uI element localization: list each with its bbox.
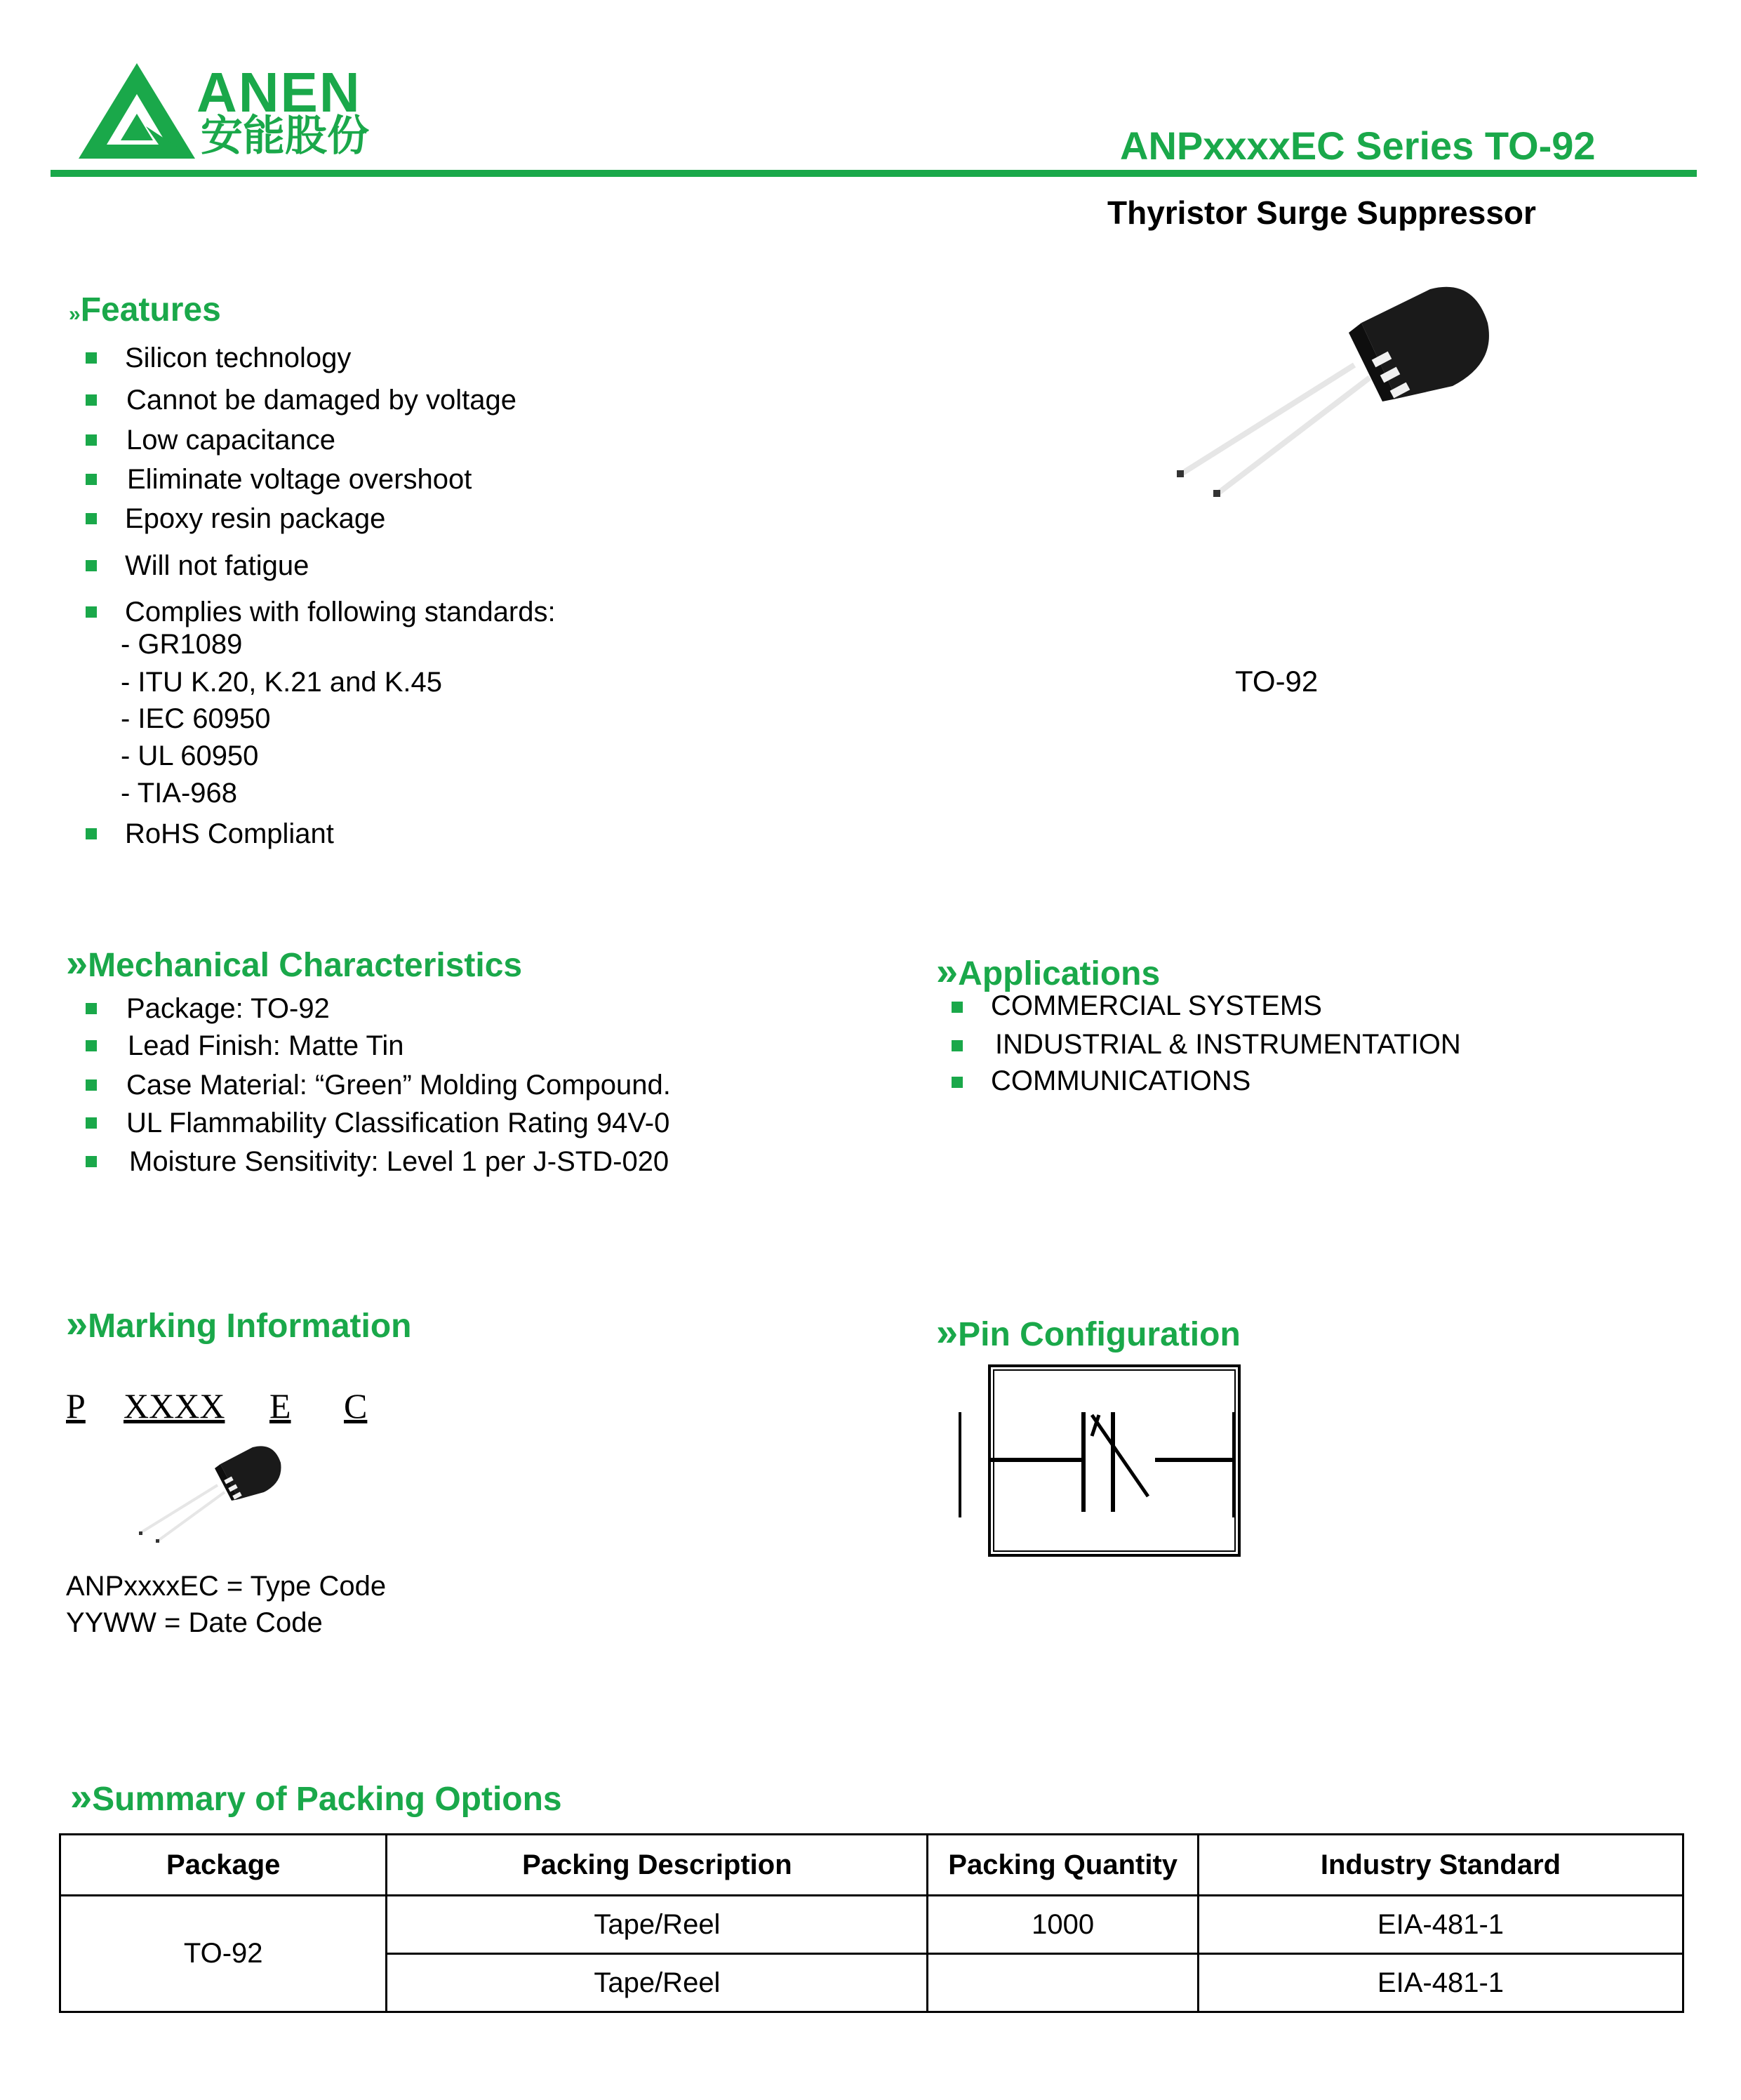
chevron-icon: »: [66, 941, 88, 985]
bullet-icon: [86, 513, 97, 524]
features-heading: »Features: [69, 291, 221, 328]
chevron-icon: »: [70, 1774, 93, 1819]
mechanical-heading: »Mechanical Characteristics: [66, 941, 523, 985]
application-item: COMMUNICATIONS: [991, 1065, 1251, 1096]
feature-item: Epoxy resin package: [125, 503, 386, 534]
marking-heading: »Marking Information: [66, 1301, 412, 1345]
bullet-icon: [952, 1040, 963, 1051]
mechanical-item: Case Material: “Green” Molding Compound.: [126, 1070, 671, 1101]
chevron-icon: »: [936, 1310, 959, 1354]
standard-item: - GR1089: [121, 629, 243, 660]
feature-item: RoHS Compliant: [125, 818, 334, 849]
bullet-icon: [86, 1117, 97, 1129]
bullet-icon: [86, 1003, 97, 1014]
standard-item: - TIA-968: [121, 778, 237, 809]
bullet-icon: [86, 1040, 97, 1051]
column-header-description: Packing Description: [387, 1835, 928, 1896]
bullet-icon: [86, 560, 97, 571]
chevron-icon: »: [69, 303, 81, 326]
package-cell: TO-92: [60, 1896, 387, 2012]
column-header-package: Package: [60, 1835, 387, 1896]
bullet-icon: [86, 352, 97, 364]
page-title: ANPxxxxEC Series TO-92: [1120, 124, 1596, 168]
company-logo-icon: [77, 62, 196, 160]
mechanical-item: UL Flammability Classification Rating 94V-0: [126, 1108, 670, 1138]
feature-item: Low capacitance: [126, 425, 335, 456]
marking-code-part: XXXX: [124, 1386, 225, 1426]
mechanical-item: Moisture Sensitivity: Level 1 per J-STD-020: [129, 1146, 669, 1177]
standard-item: - UL 60950: [121, 740, 259, 771]
application-item: COMMERCIAL SYSTEMS: [991, 990, 1322, 1021]
quantity-cell: 1000: [928, 1896, 1199, 1954]
logo-chinese-name: 安能股份: [201, 112, 369, 161]
packing-heading: »Summary of Packing Options: [70, 1774, 562, 1819]
marking-code-part: P: [66, 1386, 86, 1426]
standard-cell: EIA-481-1: [1198, 1954, 1683, 2012]
application-item: INDUSTRIAL & INSTRUMENTATION: [995, 1029, 1461, 1060]
marking-legend-type: ANPxxxxEC = Type Code: [66, 1571, 387, 1602]
feature-item: Eliminate voltage overshoot: [127, 464, 472, 495]
package-caption: TO-92: [1235, 665, 1319, 698]
bullet-icon: [86, 606, 97, 618]
feature-item: Complies with following standards:: [125, 597, 556, 627]
page-subtitle: Thyristor Surge Suppressor: [1107, 194, 1536, 231]
marking-code-part: E: [269, 1386, 291, 1426]
pin-config-heading: »Pin Configuration: [936, 1310, 1241, 1354]
feature-item: Will not fatigue: [125, 550, 309, 581]
table-row: [60, 1896, 1683, 1954]
mechanical-item: Lead Finish: Matte Tin: [128, 1030, 404, 1061]
bullet-icon: [86, 828, 97, 839]
chevron-icon: »: [66, 1301, 88, 1345]
standard-item: - ITU K.20, K.21 and K.45: [121, 667, 443, 698]
mechanical-item: Package: TO-92: [126, 993, 330, 1024]
description-cell: Tape/Reel: [387, 1954, 928, 2012]
logo-wordmark: ANEN: [196, 61, 361, 124]
feature-item: Cannot be damaged by voltage: [126, 385, 516, 416]
marking-legend-date: YYWW = Date Code: [66, 1607, 323, 1638]
bullet-icon: [952, 1002, 963, 1013]
bullet-icon: [86, 1156, 97, 1167]
standard-cell: EIA-481-1: [1198, 1896, 1683, 1954]
marking-code-part: C: [344, 1386, 368, 1426]
marking-package-image: [133, 1439, 295, 1544]
bullet-icon: [86, 434, 97, 446]
column-header-quantity: Packing Quantity: [928, 1835, 1199, 1896]
bullet-icon: [86, 394, 97, 406]
bullet-icon: [952, 1077, 963, 1088]
packing-table: [59, 1833, 1684, 2013]
bullet-icon: [86, 1079, 97, 1091]
chevron-icon: »: [936, 949, 959, 993]
applications-heading: »Applications: [936, 949, 1161, 993]
column-header-standard: Industry Standard: [1198, 1835, 1683, 1896]
description-cell: Tape/Reel: [387, 1896, 928, 1954]
thyristor-schematic-icon: [954, 1362, 1249, 1565]
table-header-row: [60, 1835, 1683, 1896]
to92-package-image: [1165, 281, 1530, 512]
quantity-cell: [928, 1954, 1199, 2012]
standard-item: - IEC 60950: [121, 703, 271, 734]
feature-item: Silicon technology: [125, 343, 352, 373]
bullet-icon: [86, 474, 97, 485]
header-divider: [51, 170, 1697, 177]
